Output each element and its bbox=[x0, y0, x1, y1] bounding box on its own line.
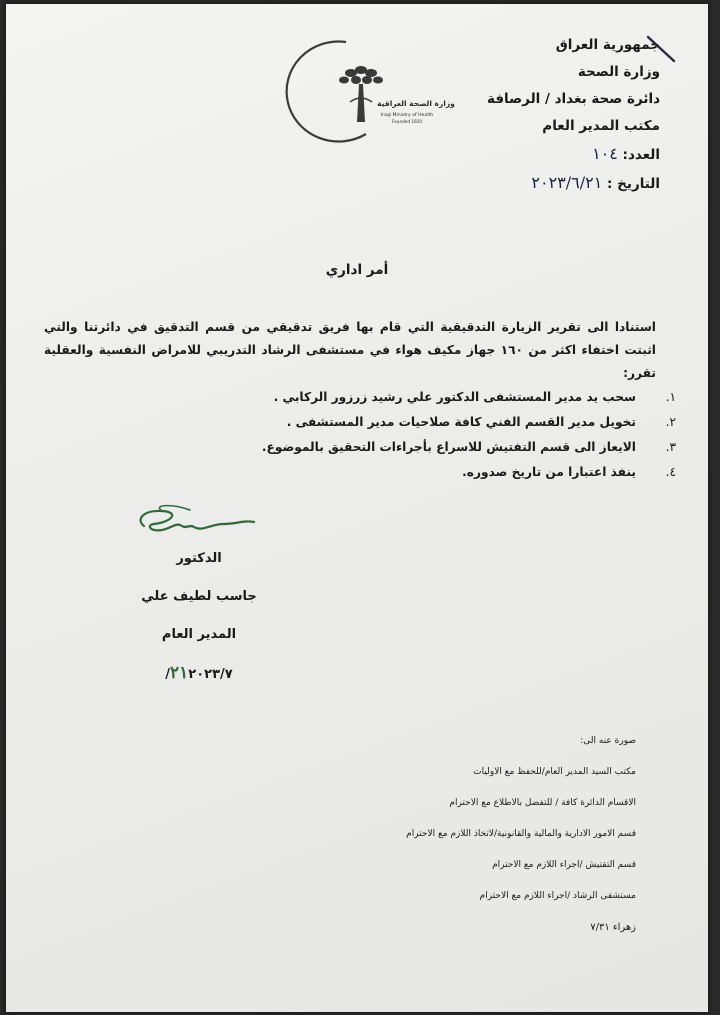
handwritten-slash-mark bbox=[644, 34, 678, 64]
order-title: أمر اداري bbox=[325, 262, 389, 278]
copy-recipient: مكتب السيد المدير العام/للحفظ مع الاوليات bbox=[473, 767, 636, 777]
signature-date-printed: ٢٠٢٣/٧/ bbox=[165, 667, 233, 682]
svg-text:Founded 1920: Founded 1920 bbox=[391, 119, 423, 124]
copies-list bbox=[236, 726, 636, 943]
copies-heading: صورة عنه الى: bbox=[580, 736, 636, 746]
date-value: ٢٠٢٣/٦/٢١ bbox=[531, 173, 603, 192]
signatory-name: جاسب لطيف علي bbox=[141, 589, 257, 604]
number-value: ١٠٤ bbox=[592, 144, 618, 163]
decision-item: ٣.الايعاز الى قسم التفتيش للاسراع بأجراءات التحقيق بالموضوع. bbox=[261, 440, 676, 454]
copy-recipient: قسم الامور الادارية والمالية والقانونية/لاتخاذ اللازم مع الاحترام bbox=[406, 829, 636, 839]
signature-block bbox=[124, 540, 274, 694]
country-name: جمهورية العراق bbox=[555, 37, 660, 53]
order-intro: استنادا الى تقرير الزيارة التدقيقية التي قام بها فريق تدقيقي من قسم التدقيق في دائرتنا والتي اثبتت اختفاء اكثر من ١٦٠ جهاز مكيف هواء في مستشفى الرشاد التدريبي للامراض النفسية والعقلية تقرر: bbox=[44, 320, 656, 380]
copy-recipient: الاقسام الدائرة كافة / للتفضل بالاطلاع مع الاحترام bbox=[449, 798, 636, 808]
document-page bbox=[6, 4, 708, 1012]
signature-date bbox=[124, 654, 274, 694]
letterhead bbox=[487, 32, 660, 198]
directorate-name: دائرة صحة بغداد / الرصافة bbox=[487, 91, 660, 107]
svg-text:Iraqi Ministry of Health: Iraqi Ministry of Health bbox=[380, 113, 434, 118]
office-name: مكتب المدير العام bbox=[542, 118, 660, 134]
decision-list bbox=[44, 385, 676, 485]
ministry-logo bbox=[306, 30, 455, 140]
signature-date-day: ٢١ bbox=[170, 663, 189, 683]
date-label: التاريخ : bbox=[607, 176, 660, 192]
document-date bbox=[487, 169, 660, 198]
signatory-title: الدكتور bbox=[176, 551, 222, 566]
handwritten-signature bbox=[132, 502, 262, 544]
copy-recipient: مستشفى الرشاد /اجراء اللازم مع الاحترام bbox=[479, 891, 636, 901]
order-body bbox=[44, 316, 676, 485]
ministry-name: وزارة الصحة bbox=[577, 64, 660, 80]
decision-item: ٢.تخويل مدير القسم الفني كافة صلاحيات مدير المستشفى . bbox=[286, 415, 676, 429]
typist-initials: زهراء ٧/٣١ bbox=[590, 922, 636, 933]
decision-item: ١.سحب يد مدير المستشفى الدكتور علي رشيد زرزور الركابي . bbox=[273, 390, 676, 404]
decision-item: ٤.ينفذ اعتبارا من تاريخ صدوره. bbox=[462, 465, 676, 479]
svg-text:وزارة الصحة العراقية: وزارة الصحة العراقية bbox=[377, 99, 455, 108]
reference-number bbox=[487, 140, 660, 169]
number-label: العدد: bbox=[622, 147, 660, 163]
copy-recipient: قسم التفتيش /اجراء اللازم مع الاحترام bbox=[492, 860, 636, 870]
signatory-position: المدير العام bbox=[161, 627, 237, 642]
palm-tree-icon bbox=[339, 66, 383, 122]
